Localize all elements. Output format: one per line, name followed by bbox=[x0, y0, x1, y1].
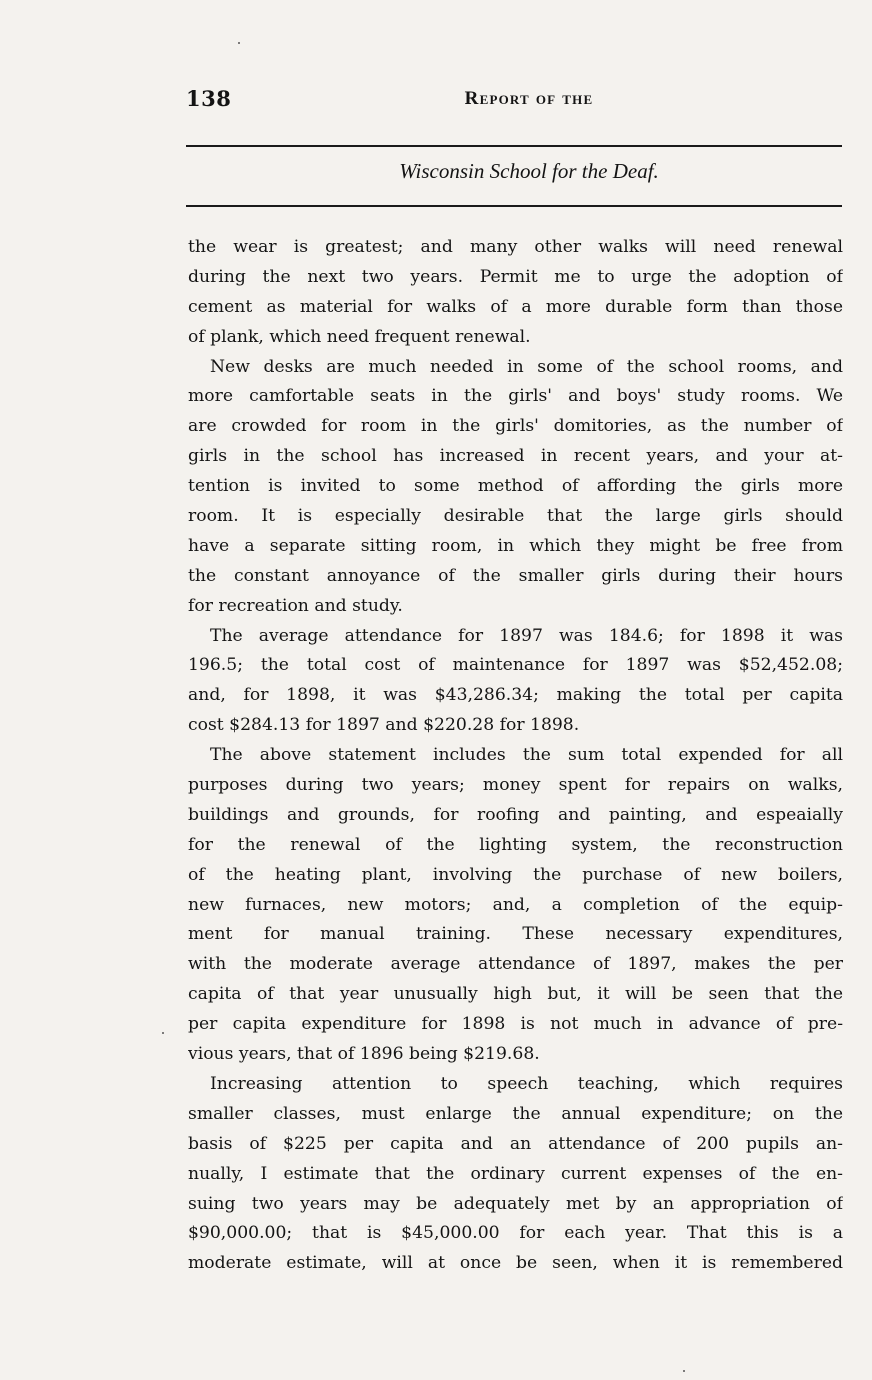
text-line: vious years, that of 1896 being $219.68. bbox=[188, 1044, 540, 1065]
text-line: per capita expenditure for 1898 is not much in advance of pre- bbox=[188, 1014, 843, 1035]
text-line: purposes during two years; money spent for repairs on walks, bbox=[188, 775, 843, 796]
text-line: 196.5; the total cost of maintenance for 1897 was $52,452.08; bbox=[188, 655, 843, 676]
header-rule-top bbox=[186, 145, 842, 147]
text-line: the wear is greatest; and many other walks will need renewal bbox=[188, 237, 843, 257]
text-line: cement as material for walks of a more durable form than those bbox=[188, 296, 843, 317]
text-line: basis of $225 per capita and an attendance of 200 pupils an- bbox=[188, 1133, 843, 1154]
text-line: new furnaces, new motors; and, a completion of the equip- bbox=[188, 894, 843, 915]
header-rule-bottom bbox=[186, 205, 842, 207]
text-line: capita of that year unusually high but, it will be seen that the bbox=[188, 984, 843, 1005]
text-line: of the heating plant, involving the purchase of new boilers, bbox=[188, 864, 843, 885]
text-line: suing two years may be adequately met by an appropriation of bbox=[188, 1193, 843, 1214]
text-line: Increasing attention to speech teaching, which requires bbox=[210, 1073, 843, 1094]
print-speck bbox=[238, 42, 240, 44]
body-text bbox=[188, 233, 843, 1279]
text-line: have a separate sitting room, in which they might be free from bbox=[188, 535, 843, 556]
text-line: The above statement includes the sum total expended for all bbox=[210, 745, 843, 766]
text-line: are crowded for room in the girls' domitories, as the number of bbox=[188, 416, 843, 437]
text-line: moderate estimate, will at once be seen, when it is remembered bbox=[188, 1253, 843, 1274]
text-line: during the next two years. Permit me to urge the adoption of bbox=[188, 266, 843, 287]
text-line: for recreation and study. bbox=[188, 595, 403, 616]
text-line: buildings and grounds, for roofing and painting, and espeaially bbox=[188, 804, 843, 825]
text-line: of plank, which need frequent renewal. bbox=[188, 326, 531, 347]
text-line: $90,000.00; that is $45,000.00 for each year. That this is a bbox=[188, 1223, 843, 1244]
text-line: ment for manual training. These necessary expenditures, bbox=[188, 924, 843, 945]
page-header bbox=[186, 86, 842, 116]
text-line: with the moderate average attendance of 1897, makes the per bbox=[188, 954, 843, 975]
subtitle: Wisconsin School for the Deaf. bbox=[399, 159, 659, 183]
text-line: cost $284.13 for 1897 and $220.28 for 1898. bbox=[188, 715, 580, 736]
text-line: tention is invited to some method of affording the girls more bbox=[188, 476, 843, 497]
print-speck bbox=[683, 1370, 685, 1372]
text-line: more camfortable seats in the girls' and boys' study rooms. We bbox=[188, 386, 843, 407]
text-line: for the renewal of the lighting system, the reconstruction bbox=[188, 834, 843, 855]
text-line: The average attendance for 1897 was 184.6; for 1898 it was bbox=[210, 625, 843, 646]
print-speck bbox=[162, 1032, 164, 1034]
text-line: nually, I estimate that the ordinary current expenses of the en- bbox=[188, 1163, 843, 1184]
text-line: New desks are much needed in some of the school rooms, and bbox=[210, 356, 843, 377]
page-number: 138 bbox=[186, 86, 232, 111]
running-title: Report of the bbox=[464, 88, 594, 109]
text-line: the constant annoyance of the smaller girls during their hours bbox=[188, 565, 843, 586]
text-line: and, for 1898, it was $43,286.34; making the total per capita bbox=[188, 685, 843, 706]
text-line: girls in the school has increased in recent years, and your at- bbox=[188, 446, 843, 467]
text-line: smaller classes, must enlarge the annual expenditure; on the bbox=[188, 1103, 843, 1124]
text-line: room. It is especially desirable that the large girls should bbox=[188, 506, 843, 527]
